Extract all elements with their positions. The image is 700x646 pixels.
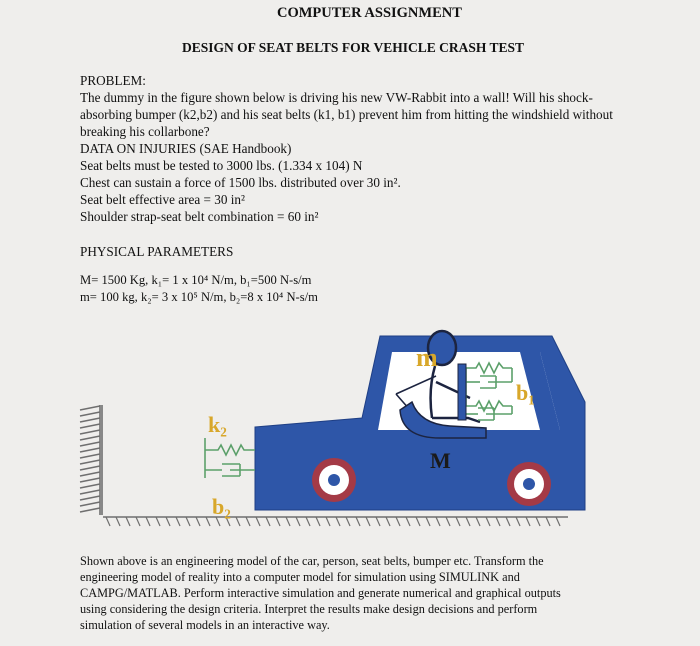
caption-line: CAMPG/MATLAB. Perform interactive simulation and generate numerical and graphical outputs bbox=[80, 586, 561, 600]
injury-line: Shoulder strap-seat belt combination = 60 in² bbox=[80, 209, 319, 224]
ground-hatch bbox=[103, 517, 568, 526]
caption-line: using considering the design criteria. Interpret the results make design decisions and perform bbox=[80, 602, 538, 616]
document-subtitle: DESIGN OF SEAT BELTS FOR VEHICLE CRASH TEST bbox=[182, 40, 524, 55]
caption-line: simulation of several models in an interactive way. bbox=[80, 618, 330, 632]
problem-line: The dummy in the figure shown below is driving his new VW-Rabbit into a wall! Will his shock- bbox=[80, 90, 593, 105]
label-bumper-damper: b₂ bbox=[212, 494, 231, 519]
label-seatbelt-damper: b₁ bbox=[516, 380, 535, 405]
person-mass-block bbox=[458, 364, 466, 420]
problem-heading: PROBLEM: bbox=[80, 73, 146, 88]
label-person-mass: m bbox=[416, 343, 438, 372]
problem-section bbox=[80, 72, 613, 225]
param-line: M= 1500 Kg, k₁= 1 x 10⁴ N/m, b₁=500 N-s/m bbox=[80, 273, 312, 287]
figure-caption bbox=[80, 553, 640, 633]
params-section bbox=[80, 272, 318, 306]
injury-line: Seat belts must be tested to 3000 lbs. (1.334 x 104) N bbox=[80, 158, 363, 173]
injury-line: Seat belt effective area = 30 in² bbox=[80, 192, 245, 207]
document-title: COMPUTER ASSIGNMENT bbox=[277, 5, 462, 21]
label-bumper-spring: k₂ bbox=[208, 412, 227, 437]
injury-line: Chest can sustain a force of 1500 lbs. distributed over 30 in². bbox=[80, 175, 401, 190]
wall-hatch bbox=[80, 405, 102, 515]
param-line: m= 100 kg, k₂= 3 x 10⁵ N/m, b₂=8 x 10⁴ N-s/m bbox=[80, 290, 318, 304]
crash-model-figure bbox=[0, 310, 700, 542]
rear-wheel-right bbox=[507, 462, 551, 506]
label-car-mass: M bbox=[430, 448, 451, 473]
front-wheel-left bbox=[312, 458, 356, 502]
bumper-spring-damper bbox=[205, 438, 255, 478]
problem-line: absorbing bumper (k2,b2) and his seat belts (k1, b1) prevent him from hitting the windshield without bbox=[80, 107, 613, 122]
caption-line: engineering model of reality into a computer model for simulation using SIMULINK and bbox=[80, 570, 520, 584]
injuries-heading: DATA ON INJURIES (SAE Handbook) bbox=[80, 141, 292, 156]
caption-line: Shown above is an engineering model of the car, person, seat belts, bumper etc. Transform the bbox=[80, 554, 544, 568]
problem-line: breaking his collarbone? bbox=[80, 124, 210, 139]
params-heading: PHYSICAL PARAMETERS bbox=[80, 244, 234, 259]
